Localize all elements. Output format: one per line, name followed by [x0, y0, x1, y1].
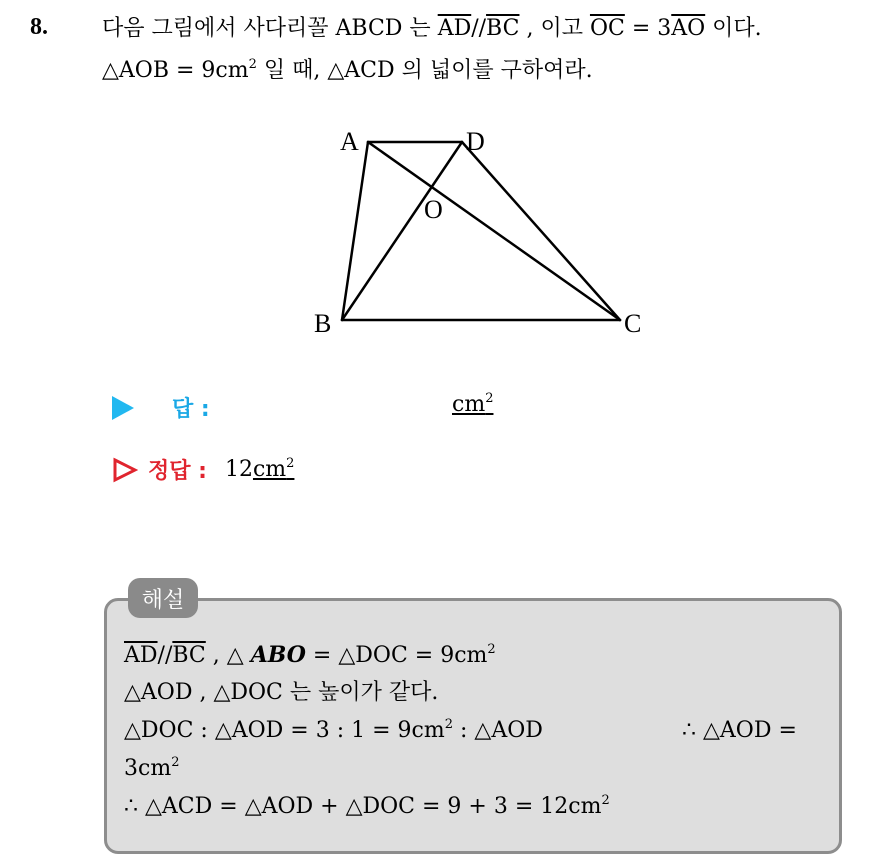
correct-value: 12 [224, 457, 253, 482]
diagonal-bd [342, 142, 462, 320]
vertex-label-c: C [624, 309, 642, 338]
answer-label: 답 : [172, 397, 210, 422]
side-dc [462, 142, 620, 320]
segment-bc: $\overline{BC}$ [172, 643, 206, 668]
question-line-1 [102, 14, 762, 44]
ratio-text: △DOC : △AOD = 3 : 1 = 9cm [124, 718, 445, 743]
correct-unit: $cm^2$ [252, 456, 295, 482]
vertex-label-b: B [314, 309, 332, 338]
solution-line-1 [124, 640, 496, 671]
answer-unit: $cm^2$ [452, 391, 494, 417]
point-label-o: O [424, 195, 443, 224]
segment-bc: $\overline{BC}$ [486, 16, 520, 41]
segment-ad: $\overline{AD}$ [437, 16, 472, 41]
diagonal-ac [368, 142, 620, 320]
side-ab [342, 142, 368, 320]
question-text: 다음 그림에서 사다리꼴 ABCD 는 [102, 16, 438, 41]
correct-answer-row [112, 454, 294, 485]
answer-blank[interactable] [452, 392, 493, 417]
exponent: 2 [248, 57, 257, 72]
question-text-mid: , 이고 [519, 16, 590, 41]
solution-line-5: ∴ △ACD = △AOD + △DOC = $9 + 3 = 12cm^2$ [124, 793, 610, 819]
trapezoid-figure [300, 118, 680, 348]
question-line-2 [102, 56, 593, 86]
solution-line-4: $3cm^2$ [124, 755, 180, 781]
answer-row [112, 392, 210, 423]
solution-text: , △ [205, 643, 251, 668]
equals-three: = 3 [624, 16, 672, 41]
triangle-abo: ABO [250, 642, 306, 668]
solution-line-3 [124, 716, 543, 746]
vertex-label-a: A [340, 127, 359, 156]
therefore-aod: ∴ △AOD = [682, 718, 797, 743]
given-area: △AOB = 9cm [102, 58, 249, 83]
question-text-end: 이다. [705, 16, 762, 41]
segment-oc: $\overline{OC}$ [589, 16, 625, 41]
outline-arrow-icon [112, 457, 138, 483]
correct-label: 정답 : [148, 459, 207, 484]
solution-tab: 해설 [128, 578, 198, 618]
parallel-symbol: // [471, 16, 487, 41]
segment-ao: $\overline{AO}$ [671, 16, 706, 41]
solution-text: = △DOC = 9cm [305, 643, 488, 668]
ratio-text-end: : △AOD [453, 718, 543, 743]
vertex-label-d: D [466, 127, 485, 156]
question-ask: 일 때, △ACD 의 넓이를 구하여라. [256, 58, 593, 83]
exponent: 2 [444, 717, 453, 732]
play-arrow-icon [112, 396, 134, 420]
segment-ad: $\overline{AD}$ [124, 643, 158, 668]
exponent: 2 [487, 642, 496, 657]
solution-line-2: △AOD , △DOC 는 높이가 같다. [124, 680, 439, 705]
parallel-symbol: // [157, 643, 173, 668]
question-number: 8. [30, 14, 48, 40]
